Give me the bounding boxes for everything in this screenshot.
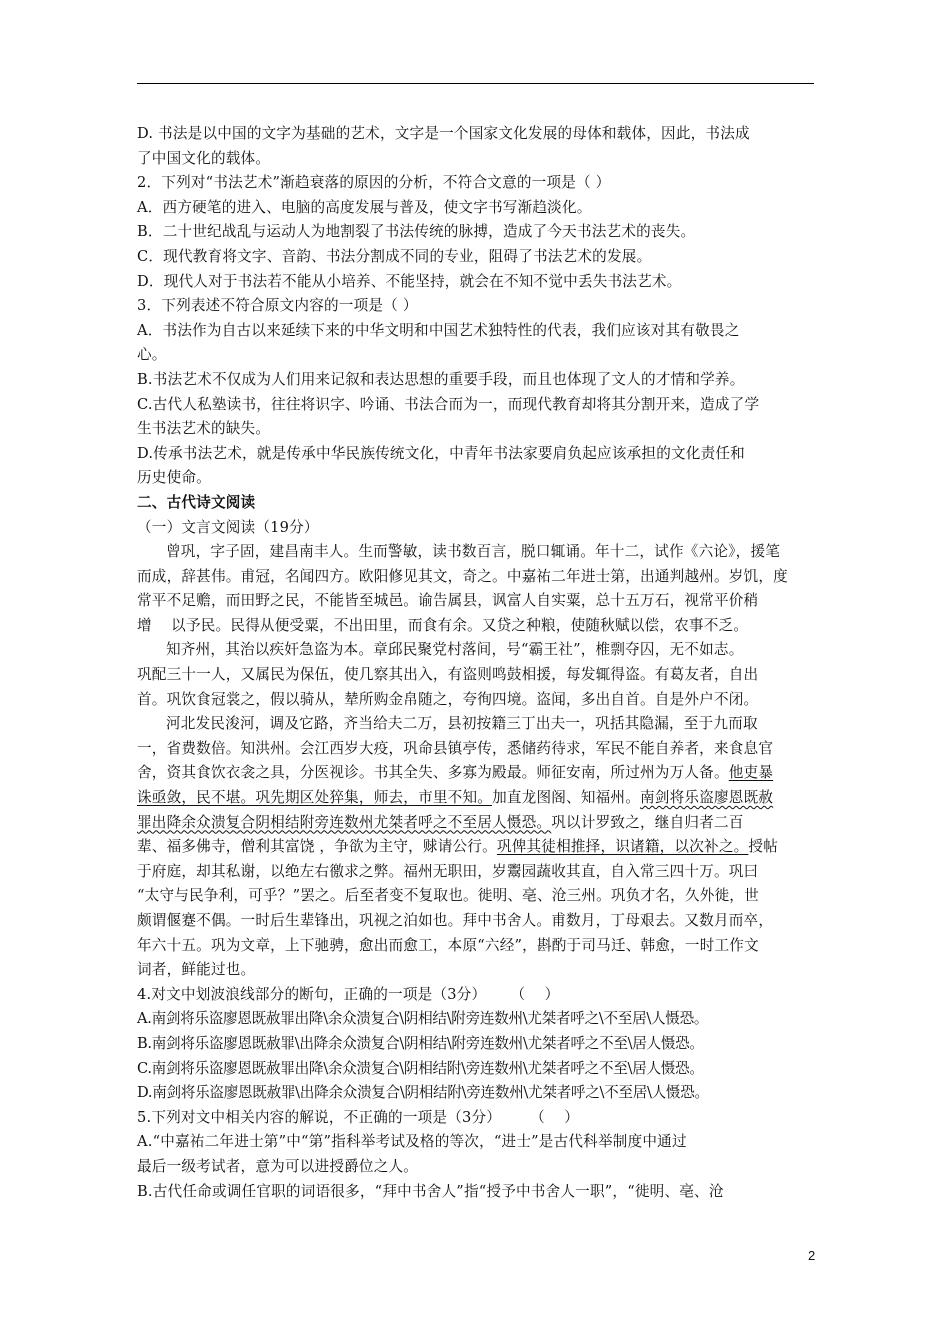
- question-stem: 2．下列对“书法艺术”渐趋衰落的原因的分析，不符合文意的一项是（ ）: [137, 174, 611, 192]
- text-span: 加直龙图阁、知福州。: [492, 789, 641, 807]
- option-b: B.古代任命或调任官职的词语很多，“拜中书舍人”指“授予中书舍人一职”，“徙明、亳、沧: [137, 1182, 724, 1200]
- text-line: 词者，鲜能过也。: [137, 961, 256, 979]
- subsection-heading: （一）文言文阅读（19分）: [137, 518, 319, 536]
- section-heading: 二、古代诗文阅读: [137, 493, 256, 511]
- text-line: [137, 761, 814, 786]
- question-4: [137, 983, 814, 1106]
- option-c: C.古代人私塾读书，往往将识字、吟诵、书法合而为一，而现代教育却将其分割开来，造成了学: [137, 395, 760, 413]
- option-a: A．书法作为自古以来延续下来的中华文明和中国艺术独特性的代表，我们应该对其有敬畏之: [137, 321, 740, 339]
- passage-paragraph-3: [137, 712, 814, 983]
- text-line: 首。巩饮食冠裳之，假以骑从，辇所购金帛随之，夸徇四境。盗闻，多出自首。自是外户不闭。: [137, 690, 759, 708]
- question-stem: 4.对文中划波浪线部分的断句，正确的一项是（3分） （ ）: [137, 985, 560, 1003]
- underlined-text: 诛亟敛，民不堪。巩先期区处猝集，师去，市里不知。: [137, 789, 493, 807]
- passage-paragraph-1: [137, 540, 814, 638]
- option-b: B.书法艺术不仅成为人们用来记叙和表达思想的重要手段，而且也体现了文人的才情和学养。: [137, 370, 745, 388]
- wavy-underlined-text: 南剑将乐盗廖恩既赦: [640, 789, 774, 807]
- option-a-cont: 最后一级考试者，意为可以进授爵位之人。: [137, 1157, 419, 1175]
- page-body: [137, 122, 814, 1204]
- text-line: 年六十五。巩为文章，上下驰骋，愈出而愈工，本原“六经”，斟酌于司马迁、韩愈，一时工作文: [137, 936, 759, 954]
- option-d: D.南剑将乐盗廖恩既赦罪\出降余众溃复合\阴相结附\旁连数州\尤桀者呼之\不至居\人慑恐。: [137, 1084, 709, 1102]
- text-line: [137, 811, 814, 836]
- option-a-cont: 心。: [137, 346, 167, 364]
- option-d: D．现代人对于书法若不能从小培养、不能坚持，就会在不知不觉中丢失书法艺术。: [137, 272, 682, 290]
- underlined-text: 他吏暴: [728, 764, 774, 782]
- text-span: 舍，资其食饮衣衾之具，分医视诊。书其全失、多寡为殿最。师征安南，所过州为万人备。: [137, 764, 729, 782]
- option-a: A.南剑将乐盗廖恩既赦罪出降\余众溃复合\阴相结\附旁连数州\尤桀者呼之\不至居\人慑恐。: [137, 1010, 709, 1028]
- text-line: 增 以予民。民得从便受粟，不出田里，而食有余。又贷之种粮，使随秋赋以偿，农事不乏。: [137, 616, 749, 634]
- text-line: 而成，辞甚伟。甫冠，名闻四方。欧阳修见其文，奇之。中嘉祐二年进士第，出通判越州。岁饥，度: [137, 567, 788, 585]
- question-stem: 3．下列表述不符合原文内容的一项是（ ）: [137, 297, 418, 315]
- text-line: 于府庭，却其私谢，以绝左右徼求之弊。福州无职田，岁鬻园蔬收其直，自入常三四十万。巩曰: [137, 862, 759, 880]
- page-number: 2: [808, 1248, 816, 1263]
- option-a: A．西方硬笔的进入、电脑的高度发展与普及，使文字书写渐趋淡化。: [137, 198, 592, 216]
- option-d: D.传承书法艺术，就是传承中华民族传统文化，中青年书法家要肩负起应该承担的文化责任和: [137, 444, 745, 462]
- text-line: 巩配三十一人，又属民为保伍，使几察其出入，有盗则鸣鼓相援，每发辄得盗。有葛友者，自出: [137, 666, 759, 684]
- question-2: [137, 171, 814, 294]
- text-span: 辈、福多佛寺，僧利其富饶 ，争欲为主守，赇请公行。: [137, 838, 497, 856]
- option-b: B．二十世纪战乱与运动人为地割裂了书法传统的脉搏，造成了今天书法艺术的丧失。: [137, 223, 696, 241]
- text-line: 知齐州，其治以疾奸急盗为本。章邱民聚党村落间，号“霸王社”，椎剽夺囚，无不如志。: [166, 641, 744, 659]
- text-line: 常平不足赡，而田野之民，不能皆至城邑。谕告属县，讽富人自实粟，总十五万石，视常平价稍: [137, 592, 759, 610]
- text-span: 授帖: [748, 838, 778, 856]
- text-line: 曾巩，字子固，建昌南丰人。生而警敏，读书数百言，脱口辄诵。年十二，试作《六论》，援笔: [166, 543, 781, 561]
- text-line: D. 书法是以中国的文字为基础的艺术，文字是一个国家文化发展的母体和载体，因此，书法成: [137, 125, 750, 142]
- option-b: B.南剑将乐盗廖恩既赦罪\出降余众溃复合\阴相结\附旁连数州\尤桀者呼之不至\居人慑恐。: [137, 1034, 704, 1052]
- text-line: “太守与民争利，可乎？”罢之。后至者变不复取也。徙明、亳、沧三州。巩负才名，久外徙，世: [137, 887, 759, 905]
- text-line: 颇谓偃蹇不偶。一时后生辈锋出，巩视之泊如也。拜中书舍人。甫数月，丁母艰去。又数月而卒，: [137, 912, 774, 929]
- option-c: C．现代教育将文字、音韵、书法分割成不同的专业，阻碍了书法艺术的发展。: [137, 247, 652, 265]
- option-c-cont: 生书法艺术的缺失。: [137, 420, 271, 438]
- passage-paragraph-2: [137, 638, 814, 712]
- underlined-text: 巩俾其徒相推择，识诸籍，以次补之。: [496, 838, 749, 856]
- text-line: [137, 835, 814, 860]
- text-line: 了中国文化的载体。: [137, 149, 271, 167]
- text-line: [137, 786, 814, 811]
- q1-option-d: [137, 122, 814, 171]
- text-line: 河北发民浚河，调及它路，齐当给夫二万，县初按籍三丁出夫一，巩括其隐漏，至于九而取: [166, 715, 758, 733]
- question-stem: 5.下列对文中相关内容的解说，不正确的一项是（3分） （ ）: [137, 1108, 580, 1126]
- header-rule: [137, 83, 814, 84]
- question-5: [137, 1106, 814, 1204]
- wavy-underlined-text: 罪出降余众溃复合阴相结附旁连数州尤桀者呼之不至居人慑恐。: [137, 813, 552, 831]
- option-a: A.“中嘉祐二年进士第”中“第”指科举考试及格的等次，“进士”是古代科举制度中通过: [137, 1133, 687, 1151]
- text-line: 一，省费数倍。知洪州。会江西岁大疫，巩命县镇亭传，悉储药待求，军民不能自养者，来食息官: [137, 739, 774, 757]
- question-3: [137, 294, 814, 491]
- text-span: 巩以计罗致之，继自归者二百: [551, 813, 744, 831]
- option-c: C.南剑将乐盗廖恩既赦罪出降\余众溃复合\阴相结附\旁连数州\尤桀者呼之不至\居人慑恐。: [137, 1059, 704, 1077]
- option-d-cont: 历史使命。: [137, 469, 211, 487]
